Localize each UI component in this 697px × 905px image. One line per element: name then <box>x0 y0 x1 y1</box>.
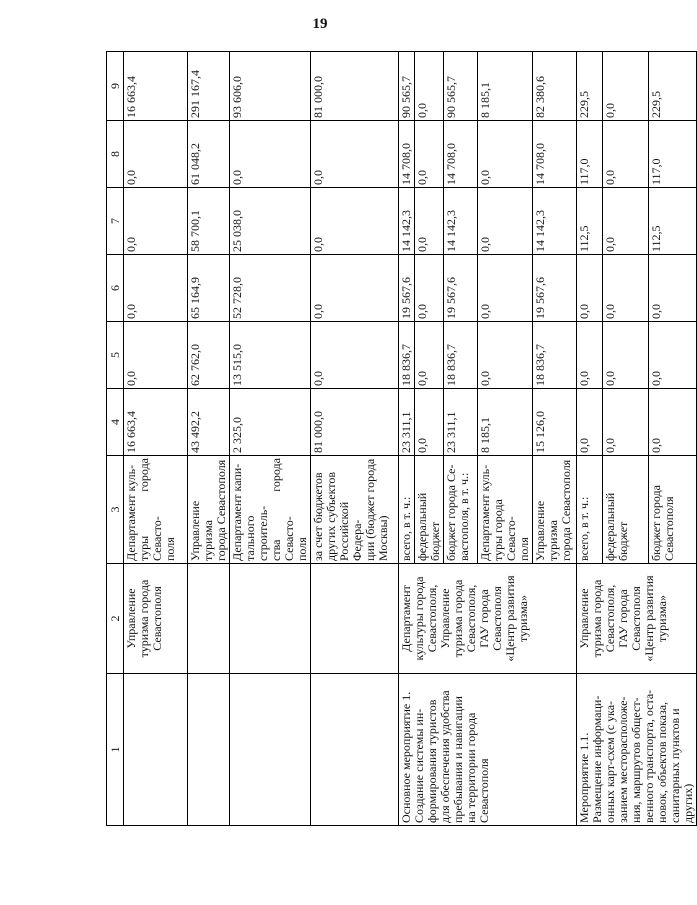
value-cell: 2 325,0 <box>230 389 311 456</box>
cell-line: занием месторасположе- <box>616 696 630 823</box>
value-cell: 0,0 <box>311 188 399 255</box>
cell-line: Мероприятие 1.1. <box>577 732 591 823</box>
value-cell: 15 126,0 <box>533 389 577 456</box>
value-cell: 19 567,6 <box>399 255 415 322</box>
value-cell: 23 311,1 <box>399 389 415 456</box>
source-cell <box>399 456 415 564</box>
value-cell: 229,5 <box>648 52 696 121</box>
value-cell: 14 708,0 <box>533 121 577 188</box>
value-cell: 0,0 <box>648 255 696 322</box>
value-cell: 18 836,7 <box>399 322 415 389</box>
cell-line: ния, маршрутов общест- <box>629 697 643 823</box>
cell-line: Севастополя <box>477 758 491 823</box>
source-cell <box>478 456 533 564</box>
cell-line: всего, в т. ч.: <box>399 496 413 561</box>
cell-line: Основное мероприятие 1. <box>399 691 413 823</box>
value-cell: 93 606,0 <box>230 52 311 121</box>
cell-line: туризма города <box>137 579 151 658</box>
value-cell: 0,0 <box>602 389 648 456</box>
value-cell: 8 185,1 <box>478 389 533 456</box>
activity-cell <box>577 674 697 826</box>
source-cell <box>577 456 603 564</box>
cell-line: федеральный бюджет <box>602 492 630 561</box>
value-cell: 112,5 <box>577 188 603 255</box>
value-cell: 0,0 <box>648 322 696 389</box>
table-row <box>311 52 399 826</box>
value-cell: 52 728,0 <box>230 255 311 322</box>
source-cell <box>648 456 696 564</box>
cell-line: венного транспорта, оста- <box>642 689 656 823</box>
cell-line: формирования туристов <box>425 699 439 823</box>
value-cell: 0,0 <box>415 188 444 255</box>
cell-line: Департамент капи- <box>230 463 244 561</box>
value-cell: 14 142,3 <box>444 188 478 255</box>
value-cell: 0,0 <box>577 389 603 456</box>
value-cell: 0,0 <box>311 121 399 188</box>
cell-line: Москвы) <box>376 515 390 561</box>
cell-line: города Севастополя <box>214 459 228 561</box>
cell-line: города Севастополя <box>559 459 573 561</box>
table-row <box>230 52 311 826</box>
responsible-cell <box>188 564 230 674</box>
cell-line: санитарных пунктов и <box>668 708 682 823</box>
activity-cell <box>399 674 577 826</box>
cell-line: Российской Федера- <box>337 501 364 561</box>
cell-line: Управление туризма <box>188 500 215 561</box>
value-cell: 19 567,6 <box>444 255 478 322</box>
column-number: 6 <box>107 255 124 322</box>
value-cell: 16 663,4 <box>124 389 188 456</box>
column-number: 8 <box>107 121 124 188</box>
source-cell <box>444 456 478 564</box>
table-body <box>107 52 697 826</box>
cell-line: всего, в т. ч.: <box>577 496 591 561</box>
value-cell: 82 380,6 <box>533 52 577 121</box>
source-cell <box>124 456 188 564</box>
cell-line: ции (бюджет города <box>363 458 377 561</box>
cell-line: Создание системы ин- <box>412 708 426 823</box>
table-row <box>124 52 188 826</box>
value-cell: 0,0 <box>311 322 399 389</box>
cell-line: онных карт-схем (с ука- <box>603 700 617 823</box>
cell-line: Управление туризма <box>533 500 560 561</box>
value-cell: 18 836,7 <box>533 322 577 389</box>
source-cell <box>415 456 444 564</box>
cell-line: на территории города <box>464 712 478 823</box>
cell-line: туризма» <box>516 595 530 642</box>
value-cell: 117,0 <box>648 121 696 188</box>
cell-line: туризма города <box>590 579 604 658</box>
cell-line: туры города Севасто- <box>137 458 164 561</box>
responsible-cell <box>230 564 311 674</box>
activity-cell <box>311 674 399 826</box>
source-cell <box>533 456 577 564</box>
value-cell: 0,0 <box>478 255 533 322</box>
value-cell: 117,0 <box>577 121 603 188</box>
cell-line: поля <box>295 537 309 561</box>
cell-line: Севастополя <box>490 586 504 651</box>
table-row <box>399 52 415 826</box>
value-cell: 62 762,0 <box>188 322 230 389</box>
responsible-cell <box>577 564 697 674</box>
value-cell: 13 515,0 <box>230 322 311 389</box>
value-cell: 19 567,6 <box>533 255 577 322</box>
activity-cell <box>124 674 188 826</box>
value-cell: 0,0 <box>415 121 444 188</box>
cell-line: «Центр развития <box>503 575 517 662</box>
value-cell: 61 048,2 <box>188 121 230 188</box>
column-number: 5 <box>107 322 124 389</box>
cell-line: бюджет города Се- <box>444 464 458 561</box>
value-cell: 90 565,7 <box>399 52 415 121</box>
value-cell: 23 311,1 <box>444 389 478 456</box>
source-cell <box>311 456 399 564</box>
activity-cell <box>188 674 230 826</box>
column-number: 2 <box>107 564 124 674</box>
cell-line: поля <box>517 537 531 561</box>
value-cell: 0,0 <box>602 188 648 255</box>
value-cell: 81 000,0 <box>311 52 399 121</box>
value-cell: 0,0 <box>124 255 188 322</box>
source-cell <box>602 456 648 564</box>
cell-line: культуры города <box>412 576 426 661</box>
cell-line: ГАУ города <box>477 589 491 648</box>
value-cell: 0,0 <box>415 389 444 456</box>
value-cell: 25 038,0 <box>230 188 311 255</box>
column-number: 3 <box>107 456 124 564</box>
value-cell: 65 164,9 <box>188 255 230 322</box>
value-cell: 0,0 <box>415 52 444 121</box>
value-cell: 0,0 <box>577 322 603 389</box>
value-cell: 112,5 <box>648 188 696 255</box>
value-cell: 14 708,0 <box>399 121 415 188</box>
value-cell: 0,0 <box>602 121 648 188</box>
cell-line: Департамент куль- <box>478 464 492 561</box>
value-cell: 0,0 <box>311 255 399 322</box>
cell-line: поля <box>163 537 177 561</box>
value-cell: 0,0 <box>415 322 444 389</box>
value-cell: 0,0 <box>602 52 648 121</box>
value-cell: 0,0 <box>124 188 188 255</box>
cell-line: туры города Севасто- <box>491 499 518 561</box>
cell-line: «Центр развития <box>642 575 656 662</box>
value-cell: 43 492,2 <box>188 389 230 456</box>
cell-line: туризма» <box>655 595 669 642</box>
value-cell: 0,0 <box>602 255 648 322</box>
budget-table <box>106 51 697 826</box>
cell-line: Севастополя <box>629 586 643 651</box>
responsible-cell <box>124 564 188 674</box>
value-cell: 0,0 <box>415 255 444 322</box>
value-cell: 81 000,0 <box>311 389 399 456</box>
cell-line: Управление <box>124 588 138 649</box>
value-cell: 14 142,3 <box>533 188 577 255</box>
value-cell: 18 836,7 <box>444 322 478 389</box>
cell-line: ства города Севасто- <box>269 458 296 561</box>
value-cell: 14 708,0 <box>444 121 478 188</box>
value-cell: 0,0 <box>124 322 188 389</box>
value-cell: 0,0 <box>648 389 696 456</box>
page-number: 19 <box>312 16 328 32</box>
cell-line: Севастополя <box>661 496 676 561</box>
cell-line: Размещение информаци- <box>590 695 604 823</box>
value-cell: 0,0 <box>478 322 533 389</box>
activity-cell <box>230 674 311 826</box>
column-number: 4 <box>107 389 124 456</box>
column-number: 9 <box>107 52 124 121</box>
column-number: 1 <box>107 674 124 826</box>
value-cell: 0,0 <box>478 188 533 255</box>
value-cell: 58 700,1 <box>188 188 230 255</box>
value-cell: 90 565,7 <box>444 52 478 121</box>
value-cell: 229,5 <box>577 52 603 121</box>
value-cell: 0,0 <box>602 322 648 389</box>
value-cell: 0,0 <box>124 121 188 188</box>
value-cell: 0,0 <box>230 121 311 188</box>
cell-line: пребывания и навигации <box>451 696 465 823</box>
value-cell: 0,0 <box>577 255 603 322</box>
cell-line: Севастополя, <box>603 584 617 653</box>
value-cell: 0,0 <box>478 121 533 188</box>
value-cell: 14 142,3 <box>399 188 415 255</box>
cell-line: за счет бюджетов <box>311 472 325 561</box>
cell-line: федеральный бюджет <box>415 492 442 561</box>
cell-line: Севастополя, <box>464 584 478 653</box>
value-cell: 16 663,4 <box>124 52 188 121</box>
responsible-cell <box>311 564 399 674</box>
cell-line: туризма города <box>451 579 465 658</box>
cell-line: бюджет города <box>648 485 663 561</box>
cell-line: Департамент куль- <box>124 464 138 561</box>
cell-line: для обеспечения удобства <box>438 690 452 823</box>
value-cell: 291 167,4 <box>188 52 230 121</box>
cell-line: ГАУ города <box>616 589 630 648</box>
cell-line: других) <box>681 783 695 823</box>
source-cell <box>230 456 311 564</box>
cell-line: Управление <box>577 588 591 649</box>
cell-line: Севастополя <box>150 586 164 651</box>
rotated-table-wrapper <box>106 52 695 826</box>
cell-line: других субъектов <box>324 471 338 561</box>
cell-line: вастополя, в т. ч.: <box>457 472 471 561</box>
table-row <box>577 52 603 826</box>
cell-line: Департамент <box>399 585 413 652</box>
cell-line: новок, объектов показа, <box>655 701 669 823</box>
cell-line: Севастополя, <box>425 584 439 653</box>
source-cell <box>188 456 230 564</box>
column-number: 7 <box>107 188 124 255</box>
table-row <box>188 52 230 826</box>
cell-line: Управление <box>438 588 452 649</box>
responsible-cell <box>399 564 577 674</box>
header-row <box>107 52 124 826</box>
value-cell: 8 185,1 <box>478 52 533 121</box>
cell-line: тального строитель- <box>243 505 270 561</box>
